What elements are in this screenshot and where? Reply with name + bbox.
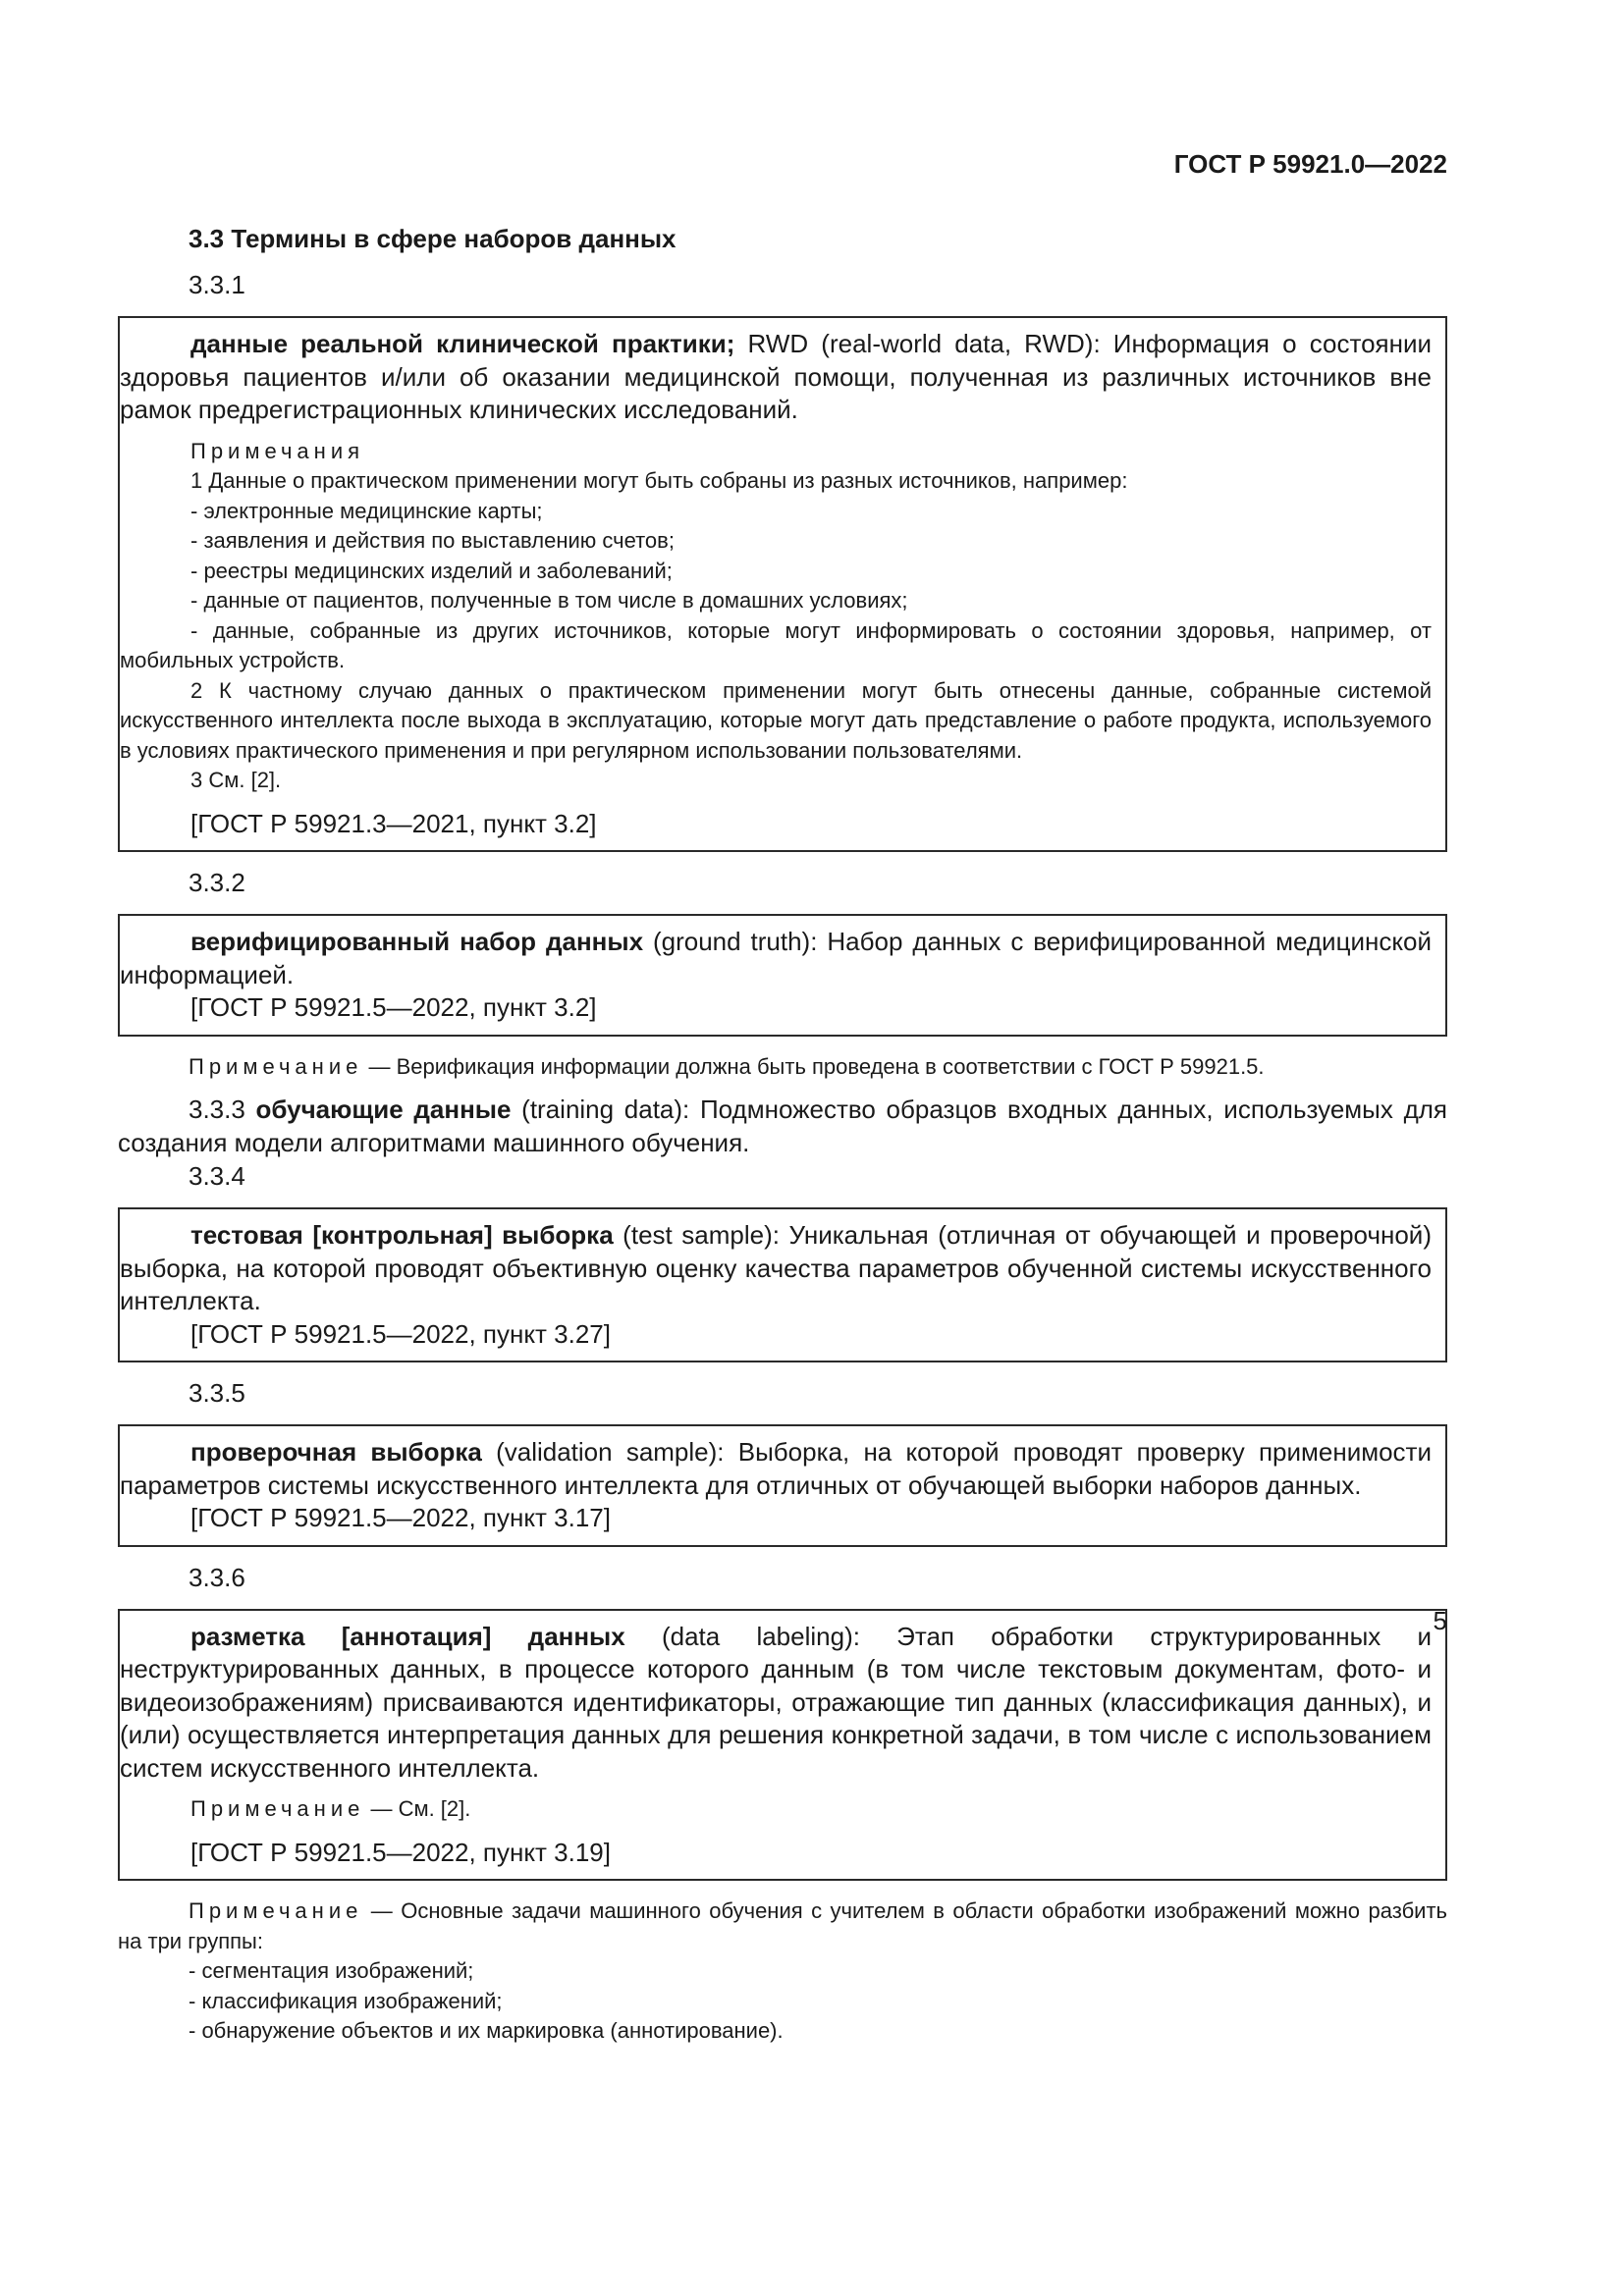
note-list-item: - обнаружение объектов и их маркировка (аннотирование). bbox=[189, 2018, 784, 2043]
definition-text: (data labeling): Этап обработки структурированных и неструктурированных данных, в процессе которого данным (в том числе текстовым документам, фото- и видеоизображениям) присваиваются идентификаторы, отражающие тип данных (классификация данных), и (или) осуществляется интерпретация данных для решения конкретной задачи, в том числе с использованием систем искусственного интеллекта. bbox=[120, 1621, 1433, 1783]
note-list-item: - сегментация изображений; bbox=[189, 1958, 474, 1983]
term-name: данные реальной клинической практики; bbox=[190, 329, 735, 358]
term-name: обучающие данные bbox=[255, 1095, 512, 1124]
note-item: 3 См. [2]. bbox=[190, 768, 282, 792]
term-definition bbox=[120, 1621, 1432, 1786]
term-number: 3.3.2 bbox=[189, 868, 245, 897]
definition-text: (training data): Подмножество образцов входных данных, используемых для создания модели алгоритмами машинного обучения. bbox=[118, 1095, 1447, 1157]
term-number: 3.3.4 bbox=[189, 1161, 245, 1191]
term-source: [ГОСТ Р 59921.5—2022, пункт 3.17] bbox=[190, 1503, 611, 1532]
definition-text: (test sample): Уникальная (отличная от обучающей и проверочной) выборка, на которой проводят объективную оценку качества параметров обученной системы искусственного интеллекта. bbox=[120, 1220, 1432, 1315]
note-item: 2 К частному случаю данных о практическом применении могут быть отнесены данные, собранные системой искусственного интеллекта после выхода в эксплуатацию, которые могут дать представление о работе продукта, используемого в условиях практического применения и при регулярном использовании пользователями. bbox=[120, 677, 1432, 763]
term-box bbox=[118, 1609, 1447, 1882]
term-name: проверочная выборка bbox=[190, 1437, 482, 1467]
term-definition bbox=[118, 1094, 1447, 1159]
note-text: — Основные задачи машинного обучения с учителем в области обработки изображений можно разбить на три группы: bbox=[118, 1898, 1447, 1953]
note-label: Примечание bbox=[189, 1898, 363, 1923]
term-note bbox=[120, 1794, 1432, 1825]
note-list-item: - данные, собранные из других источников, которые могут информировать о состоянии здоровья, например, от мобильных устройств. bbox=[120, 617, 1432, 672]
term-notes bbox=[120, 437, 1432, 796]
term-number: 3.3.1 bbox=[189, 270, 245, 299]
term-definition bbox=[120, 328, 1432, 427]
term-name: тестовая [контрольная] выборка bbox=[190, 1220, 614, 1250]
term-name: разметка [аннотация] данных bbox=[190, 1621, 625, 1651]
note-text: — Верификация информации должна быть проведена в соответствии с ГОСТ Р 59921.5. bbox=[362, 1053, 1265, 1079]
term-box bbox=[118, 914, 1447, 1037]
note-label: Примечание bbox=[190, 1796, 365, 1821]
definition-text: (validation sample): Выборка, на которой проводят проверку применимости параметров системы искусственного интеллекта для отличных от обучающей выборки наборов данных. bbox=[120, 1437, 1432, 1500]
term-box bbox=[118, 316, 1447, 852]
notes-label: Примечания bbox=[190, 438, 365, 463]
note-label: Примечание bbox=[189, 1053, 363, 1079]
note-list-item: - реестры медицинских изделий и заболеваний; bbox=[190, 558, 673, 583]
section-title: 3.3 Термины в сфере наборов данных bbox=[189, 224, 677, 253]
page-content bbox=[118, 224, 1447, 2058]
note-list-item: - данные от пациентов, полученные в том числе в домашних условиях; bbox=[190, 588, 908, 613]
term-number: 3.3.5 bbox=[189, 1378, 245, 1408]
term-definition bbox=[120, 926, 1432, 991]
term-box bbox=[118, 1207, 1447, 1362]
note-list-item: - электронные медицинские карты; bbox=[190, 498, 543, 523]
term-name: верифицированный набор данных bbox=[190, 927, 644, 956]
term-number: 3.3.6 bbox=[189, 1562, 245, 1592]
term-definition bbox=[120, 1219, 1432, 1318]
definition-text: (ground truth): Набор данных с верифицированной медицинской информацией. bbox=[120, 927, 1432, 989]
term-note bbox=[118, 1052, 1447, 1083]
definition-text: RWD (real-world data, RWD): Информация о состоянии здоровья пациентов и/или об оказании медицинской помощи, полученная из различных источников вне рамок предрегистрационных клинических исследований. bbox=[120, 329, 1433, 424]
note-item: 1 Данные о практическом применении могут быть собраны из разных источников, например: bbox=[190, 468, 1128, 493]
term-source: [ГОСТ Р 59921.5—2022, пункт 3.2] bbox=[190, 992, 597, 1022]
note-list-item: - заявления и действия по выставлению счетов; bbox=[190, 528, 675, 553]
note-text: — См. [2]. bbox=[364, 1796, 471, 1821]
standard-code: ГОСТ Р 59921.0—2022 bbox=[1173, 149, 1447, 179]
term-source: [ГОСТ Р 59921.5—2022, пункт 3.19] bbox=[190, 1837, 611, 1867]
page-number: 5 bbox=[1433, 1606, 1447, 1635]
note-list-item: - классификация изображений; bbox=[189, 1988, 503, 2013]
term-source: [ГОСТ Р 59921.5—2022, пункт 3.27] bbox=[190, 1318, 611, 1349]
term-number: 3.3.3 bbox=[189, 1095, 245, 1124]
term-box bbox=[118, 1424, 1447, 1547]
term-source: [ГОСТ Р 59921.3—2021, пункт 3.2] bbox=[190, 808, 597, 838]
final-note bbox=[118, 1896, 1447, 2047]
term-definition bbox=[120, 1436, 1432, 1502]
